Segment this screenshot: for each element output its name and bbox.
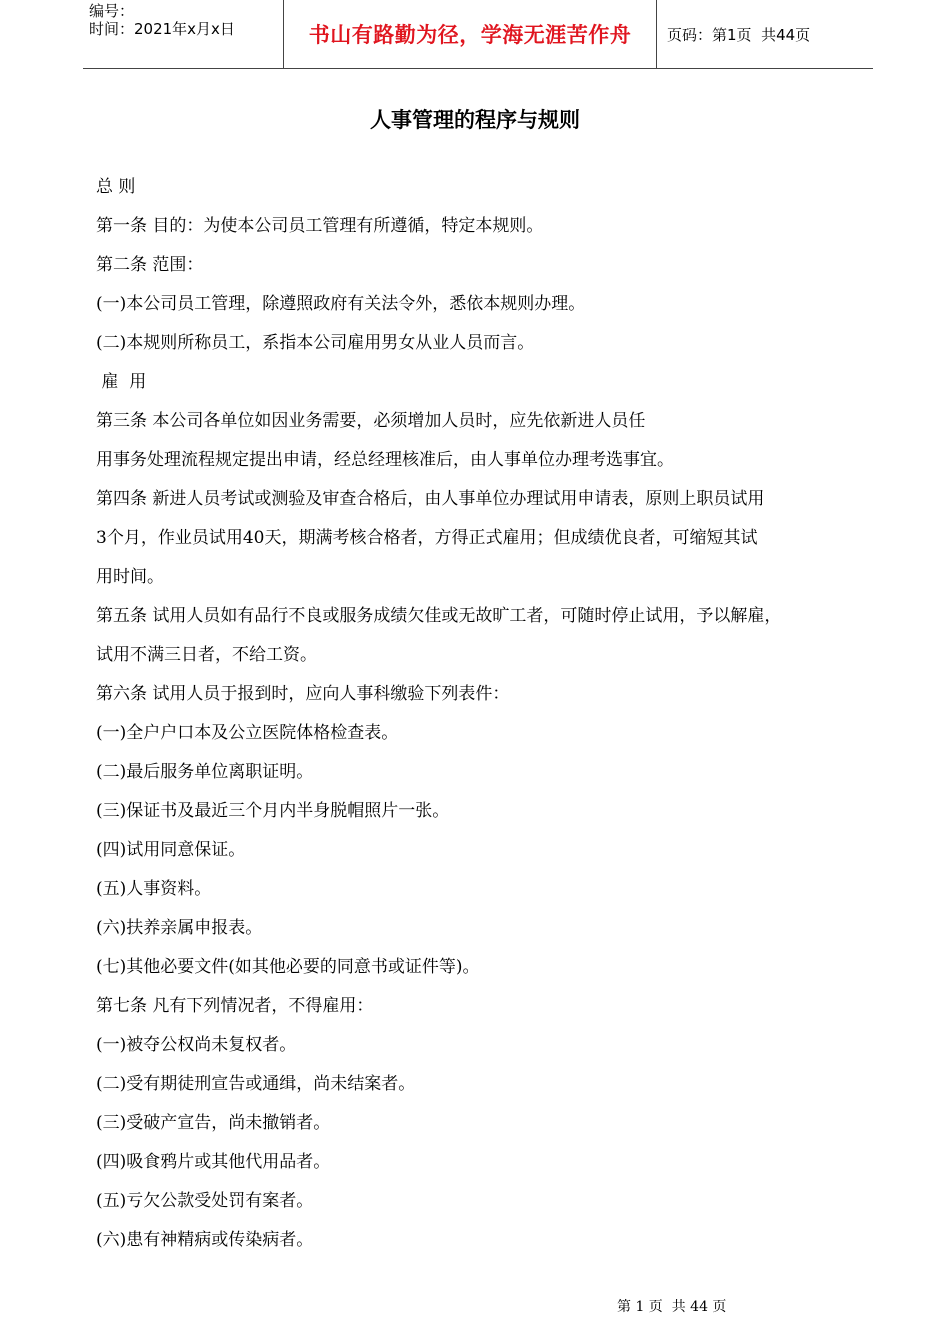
text-line: 3个月，作业员试用40天，期满考核合格者，方得正式雇用；但成绩优良者，可缩短其试: [96, 528, 758, 548]
page-info: 页码：第1页 共44页: [667, 25, 811, 44]
text-line: (一)被夺公权尚未复权者。: [96, 1035, 297, 1055]
text-line: (二)最后服务单位离职证明。: [96, 762, 314, 782]
header-left-cell: [83, 0, 284, 68]
text-line: 试用不满三日者，不给工资。: [96, 645, 317, 665]
text-line: (一)全户户口本及公立医院体格检查表。: [96, 723, 399, 743]
text-line: 第四条 新进人员考试或测验及审查合格后，由人事单位办理试用申请表，原则上职员试用: [96, 489, 765, 509]
text-line: 第六条 试用人员于报到时，应向人事科缴验下列表件：: [96, 684, 510, 704]
text-line: 第二条 范围：: [96, 255, 204, 275]
text-line: 第三条 本公司各单位如因业务需要，必须增加人员时，应先依新进人员任: [96, 411, 646, 431]
text-line: (六)扶养亲属申报表。: [96, 918, 263, 938]
text-line: (五)亏欠公款受处罚有案者。: [96, 1191, 314, 1211]
text-line: (三)受破产宣告，尚未撤销者。: [96, 1113, 331, 1133]
text-line: (二)本规则所称员工，系指本公司雇用男女从业人员而言。: [96, 333, 535, 353]
text-line: 第七条 凡有下列情况者，不得雇用：: [96, 996, 374, 1016]
header-motto: 书山有路勤为径，学海无涯苦作舟: [284, 0, 657, 68]
text-line: (二)受有期徒刑宣告或通缉，尚未结案者。: [96, 1074, 416, 1094]
text-line: (四)吸食鸦片或其他代用品者。: [96, 1152, 331, 1172]
text-line: (五)人事资料。: [96, 879, 212, 899]
text-line: (三)保证书及最近三个月内半身脱帽照片一张。: [96, 801, 450, 821]
text-line: (一)本公司员工管理，除遵照政府有关法令外，悉依本规则办理。: [96, 294, 586, 314]
text-line: (七)其他必要文件(如其他必要的同意书或证件等)。: [96, 957, 480, 977]
number-label: 编号：: [89, 2, 135, 20]
text-line: (四)试用同意保证。: [96, 840, 246, 860]
header-right-cell: [657, 0, 873, 68]
text-line: (六)患有神精病或传染病者。: [96, 1230, 314, 1250]
page-header: [83, 0, 873, 69]
text-line: 用事务处理流程规定提出申请，经总经理核准后，由人事单位办理考选事宜。: [96, 450, 674, 470]
document-title: 人事管理的程序与规则: [370, 107, 580, 132]
page-footer: 第 1 页 共 44 页: [617, 1299, 727, 1315]
text-line: 雇 用: [96, 372, 147, 392]
text-line: 用时间。: [96, 567, 164, 587]
time-label: 时间：2021年x月x日: [89, 20, 235, 38]
text-line: 第一条 目的：为使本公司员工管理有所遵循，特定本规则。: [96, 216, 544, 236]
text-line: 第五条 试用人员如有品行不良或服务成绩欠佳或无故旷工者，可随时停止试用，予以解雇，: [96, 606, 782, 626]
document-body: [96, 168, 876, 1260]
text-line: 总 则: [96, 177, 136, 197]
